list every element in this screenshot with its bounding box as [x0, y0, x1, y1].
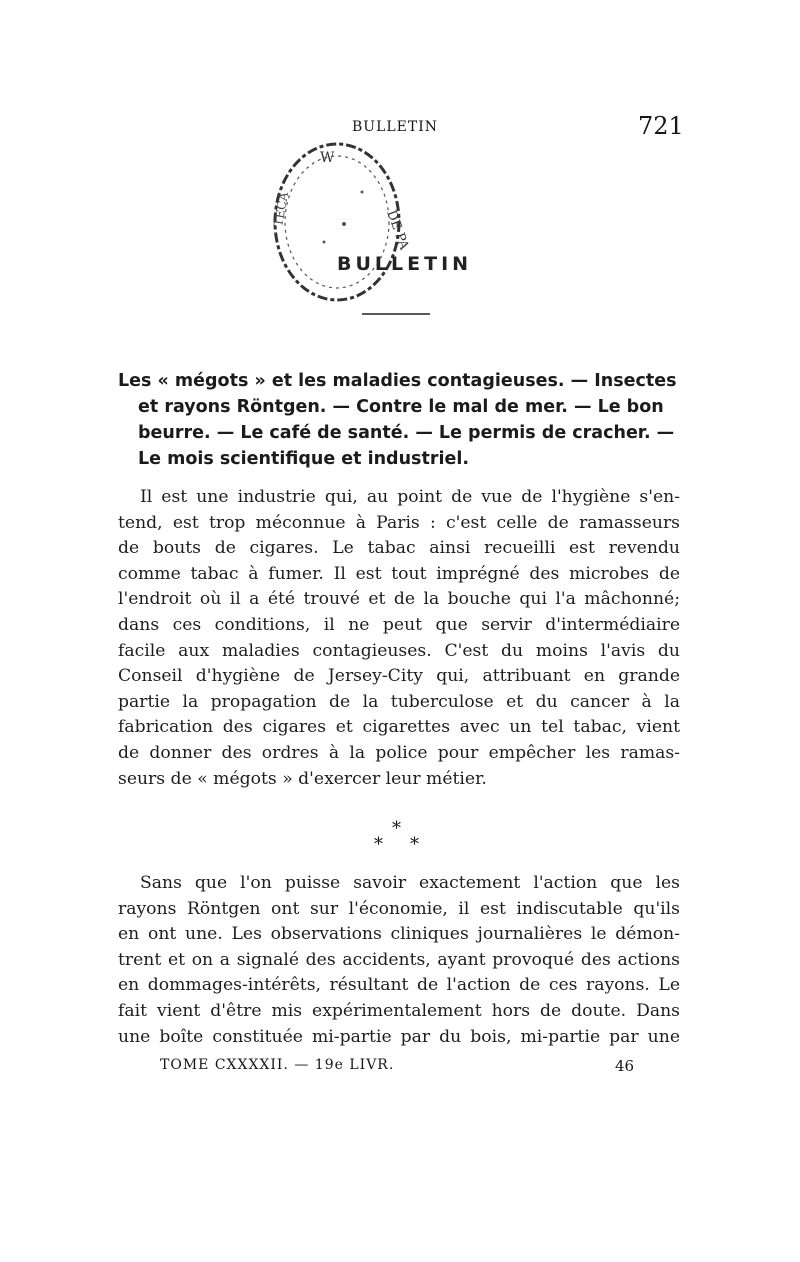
asterisk: * [392, 818, 401, 839]
text-line: de donner des ordres à la police pour empêcher les ramas- [118, 742, 680, 763]
svg-text:DE PA: DE PA [383, 208, 412, 252]
asterisk: * [410, 834, 419, 855]
article-summary [118, 368, 683, 472]
page-number: 721 [638, 112, 684, 140]
paragraph-megots [118, 485, 680, 792]
text-line: une boîte constituée mi-partie par du bois, mi-partie par une [118, 1026, 680, 1047]
running-head: BULLETIN [352, 119, 439, 135]
text-line: en dommages-intérêts, résultant de l'action de ces rayons. Le [118, 975, 680, 996]
stamp-label: BULLETIN [337, 253, 473, 275]
text-line: partie la propagation de la tuberculose et du cancer à la [118, 691, 680, 712]
svg-text:W: W [320, 150, 335, 166]
summary-line: Le mois scientifique et industriel. [138, 449, 469, 469]
summary-line: et rayons Röntgen. — Contre le mal de mer. — Le bon [138, 397, 664, 417]
text-line: Conseil d'hygiène de Jersey-City qui, attribuant en grande [118, 666, 680, 687]
text-line: l'endroit où il a été trouvé et de la bouche qui l'a mâchonné; [118, 589, 680, 610]
text-line: Il est une industrie qui, au point de vue de l'hygiène s'en- [140, 487, 680, 507]
library-stamp-icon [262, 132, 462, 322]
text-line: de bouts de cigares. Le tabac ainsi recueilli est revendu [118, 538, 680, 559]
footer-signature: 46 [615, 1057, 635, 1075]
summary-line: Les « mégots » et les maladies contagieuses. — Insectes [118, 371, 677, 391]
text-line: fabrication des cigares et cigarettes avec un tel tabac, vient [118, 717, 680, 738]
text-line: seurs de « mégots » d'exercer leur métier. [118, 768, 487, 789]
text-line: dans ces conditions, il ne peut que servir d'intermédiaire [118, 614, 680, 635]
summary-line: beurre. — Le café de santé. — Le permis de cracher. — [138, 423, 675, 443]
text-line: comme tabac à fumer. Il est tout imprégné des microbes de [118, 563, 680, 584]
text-line: trent et on a signalé des accidents, ayant provoqué des actions [118, 949, 680, 970]
svg-text:TECA: TECA [271, 190, 291, 228]
section-separator [360, 818, 430, 858]
text-line: rayons Röntgen ont sur l'économie, il est indiscutable qu'ils [118, 898, 680, 919]
text-line: fait vient d'être mis expérimentalement hors de doute. Dans [118, 1000, 680, 1021]
text-line: Sans que l'on puisse savoir exactement l'action que les [140, 873, 680, 893]
text-line: en ont une. Les observations cliniques journalières le démon- [118, 924, 680, 945]
text-line: tend, est trop méconnue à Paris : c'est celle de ramasseurs [118, 512, 680, 533]
paragraph-rontgen [118, 871, 680, 1050]
asterisk: * [374, 834, 383, 855]
text-line: facile aux maladies contagieuses. C'est du moins l'avis du [118, 640, 680, 661]
footer-volume: TOME CXXXXII. — 19e LIVR. [160, 1057, 395, 1073]
